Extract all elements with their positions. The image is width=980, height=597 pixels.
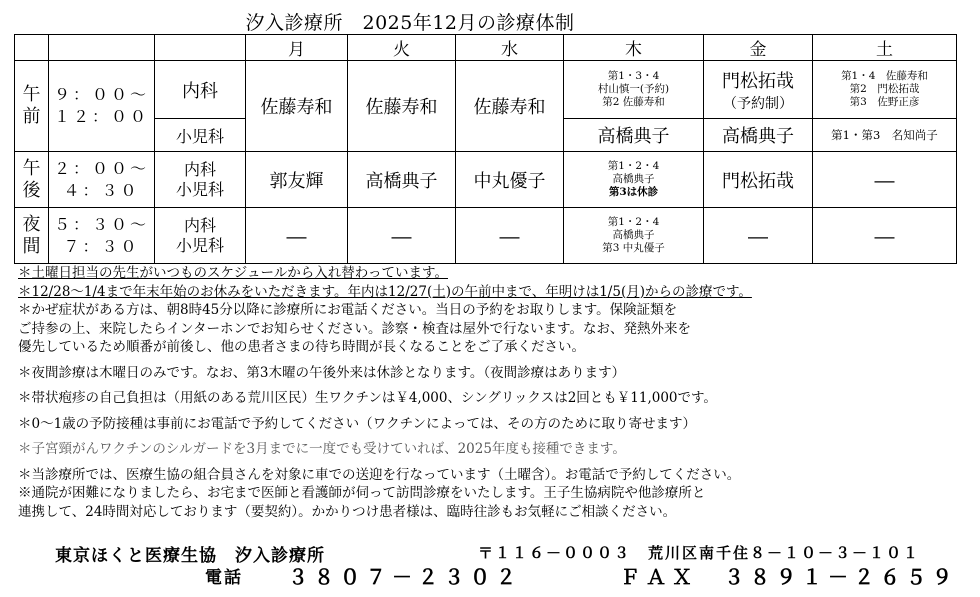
am-dept-naika: 内科 bbox=[155, 61, 246, 119]
header-row bbox=[15, 35, 957, 61]
note-cold-symptoms-2: ご持参の上、来院したらインターホンでお知らせください。診察・検査は屋外で行ないます。なお、発熱外来を bbox=[18, 320, 691, 337]
footer-address: 〒１１６－０００３ 荒川区南千住８－１０－３－１０１ bbox=[478, 544, 921, 562]
schedule-table bbox=[14, 34, 957, 264]
note-year-end-holiday: ＊12/28～1/4まで年末年始のお休みをいただきます。年内は12/27(土)の午前中まで、年明けは1/5(月)からの診療です。 bbox=[18, 283, 752, 300]
night-fri-doctor: ― bbox=[704, 208, 813, 264]
night-thu-doctor: 第1・2・4 高橋典子 第3 中丸優子 bbox=[564, 208, 704, 264]
am-mon-doctor: 佐藤寿和 bbox=[246, 61, 348, 152]
am-fri-shonika-doctor: 高橋典子 bbox=[704, 119, 813, 152]
am-tue-doctor: 佐藤寿和 bbox=[348, 61, 456, 152]
am-thu-shonika-doctor: 高橋典子 bbox=[564, 119, 704, 152]
day-sat: 土 bbox=[813, 35, 957, 61]
note-cold-symptoms-1: ＊かぜ症状がある方は、朝8時45分以降に診療所にお電話ください。当日の予約をお取りします。保険証類を bbox=[18, 302, 678, 318]
note-hpv-vaccine: ＊子宮頸がんワクチンのシルガードを3月までに一度でも受けていれば、2025年度も接種できます。 bbox=[18, 441, 626, 457]
note-saturday-change: ＊土曜日担当の先生がいつものスケジュールから入れ替わっています。 bbox=[18, 265, 448, 281]
note-home-visit-1: ※通院が困難になりましたら、お宅まで医師と看護師が伺って訪問診療をいたします。王子生協病院や他診療所と bbox=[18, 485, 706, 501]
pm-mon-doctor: 郭友輝 bbox=[246, 152, 348, 208]
pm-wed-doctor: 中丸優子 bbox=[456, 152, 564, 208]
footer-fax: ＦＡＸ ３８９１－２６５９ bbox=[620, 565, 958, 589]
night-period-label: 夜 間 bbox=[15, 208, 49, 264]
pm-thu-doctor: 第1・2・4 高橋典子 第3は休診 bbox=[564, 152, 704, 208]
night-dept: 内科 小児科 bbox=[155, 208, 246, 264]
am-thu-doctor: 第1・3・4 村山慎一(予約) 第2 佐藤寿和 bbox=[564, 61, 704, 119]
am-fri-doctor: 門松拓哉 （予約制） bbox=[704, 61, 813, 119]
am-wed-doctor: 佐藤寿和 bbox=[456, 61, 564, 152]
pm-time: ２：００～ ４：３０ bbox=[49, 152, 155, 208]
night-time: ５：３０～ ７：３０ bbox=[49, 208, 155, 264]
footer-tel-label: 電話 bbox=[205, 568, 243, 588]
am-sat-doctor: 第1・4 佐藤寿和 第2 門松拓哉 第3 佐野正彦 bbox=[813, 61, 957, 119]
day-wed: 水 bbox=[456, 35, 564, 61]
night-tue-doctor: ― bbox=[348, 208, 456, 264]
pm-row bbox=[15, 152, 957, 208]
note-home-visit-2: 連携して、24時間対応しております（要契約）。かかりつけ患者様は、臨時往診もお気軽にご相談ください。 bbox=[18, 503, 677, 520]
am-dept-shonika: 小児科 bbox=[155, 119, 246, 152]
night-row bbox=[15, 208, 957, 264]
pm-dept: 内科 小児科 bbox=[155, 152, 246, 208]
night-sat-doctor: ― bbox=[813, 208, 957, 264]
footer-org-name: 東京ほくと医療生協 汐入診療所 bbox=[55, 546, 325, 566]
note-infant-vaccination: ＊0～1歳の予防接種は事前にお電話で予約してください（ワクチンによっては、その方のために取り寄せます） bbox=[18, 415, 697, 432]
note-transport-service: ＊当診療所では、医療生協の組合員さんを対象に車での送迎を行なっています（土曜含）。お電話で予約してください。 bbox=[18, 466, 741, 483]
pm-tue-doctor: 高橋典子 bbox=[348, 152, 456, 208]
notes-section bbox=[18, 264, 968, 521]
day-tue: 火 bbox=[348, 35, 456, 61]
footer bbox=[0, 537, 980, 597]
day-thu: 木 bbox=[564, 35, 704, 61]
pm-sat-doctor: ― bbox=[813, 152, 957, 208]
note-cold-symptoms-3: 優先しているため順番が前後し、他の患者さまの待ち時間が長くなることをご了承ください。 bbox=[18, 339, 585, 355]
note-shingles-vaccine: ＊帯状疱疹の自己負担は（用紙のある荒川区民）生ワクチンは￥4,000、シングリックスは2回とも￥11,000です。 bbox=[18, 390, 717, 406]
am-period-label: 午 前 bbox=[15, 61, 49, 152]
page-title: 汐入診療所 2025年12月の診療体制 bbox=[245, 12, 575, 34]
night-wed-doctor: ― bbox=[456, 208, 564, 264]
am-naika-row bbox=[15, 61, 957, 119]
night-mon-doctor: ― bbox=[246, 208, 348, 264]
day-fri: 金 bbox=[704, 35, 813, 61]
pm-period-label: 午 後 bbox=[15, 152, 49, 208]
am-sat-shonika-doctor: 第1・第3 名知尚子 bbox=[813, 119, 957, 152]
note-night-clinic: ＊夜間診療は木曜日のみです。なお、第3木曜の午後外来は休診となります。（夜間診療はあります） bbox=[18, 364, 626, 381]
am-time: ９：００～ １２：００ bbox=[49, 61, 155, 152]
day-mon: 月 bbox=[246, 35, 348, 61]
pm-fri-doctor: 門松拓哉 bbox=[704, 152, 813, 208]
footer-tel-number: ３８０７－２３０２ bbox=[288, 565, 522, 589]
